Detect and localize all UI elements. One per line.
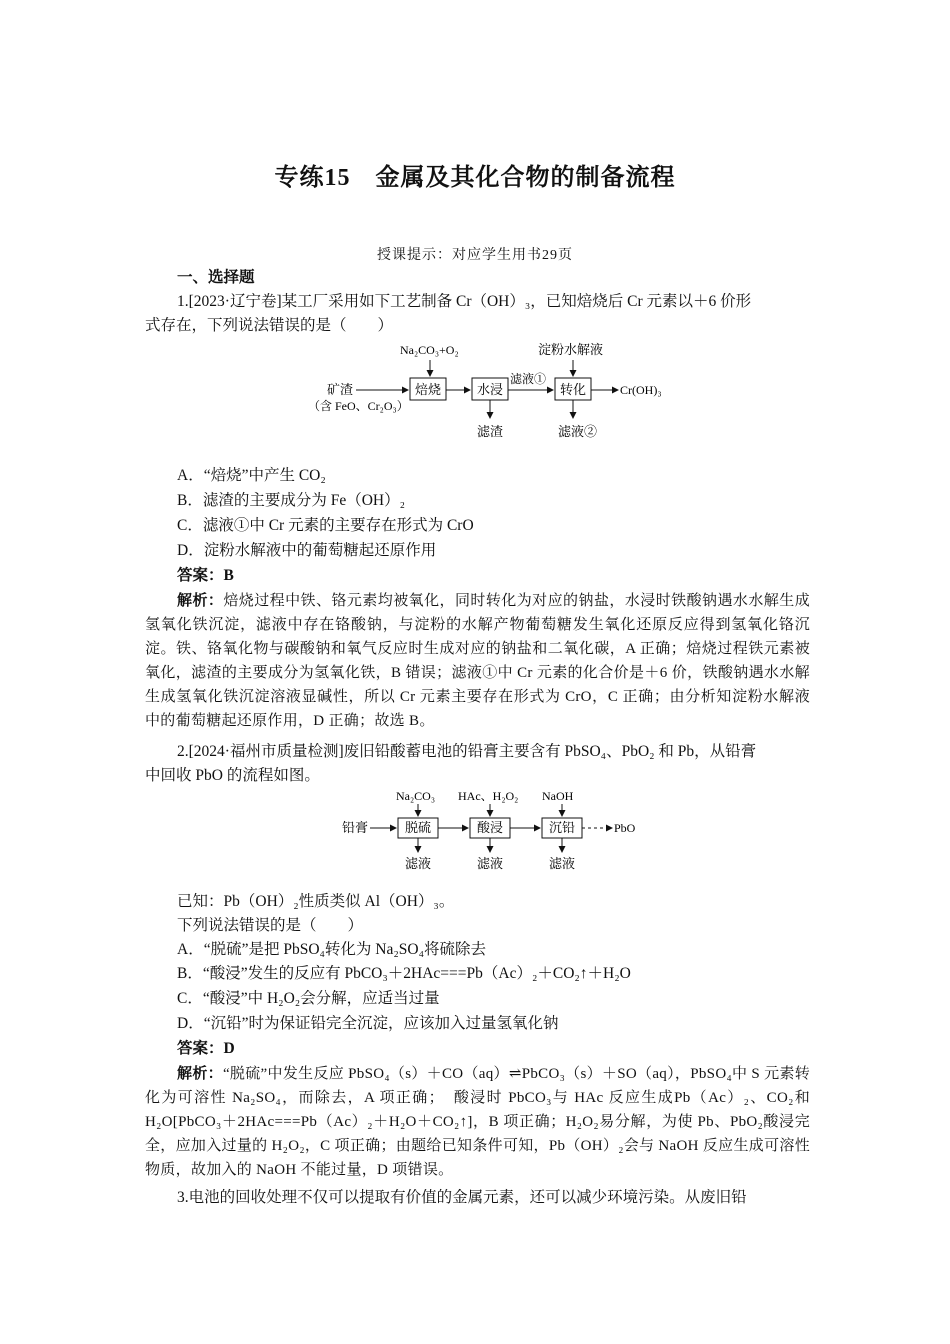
q2-step-desulfur: 脱硫 bbox=[405, 820, 432, 835]
q2-flow-diagram bbox=[330, 786, 660, 874]
q2-feed-label: 铅膏 bbox=[342, 820, 369, 835]
q1-option-c: C．滤液①中 Cr 元素的主要存在形式为 CrO bbox=[177, 517, 474, 534]
q1-product: Cr(OH)₃ bbox=[620, 383, 662, 397]
q2-stem-line1: 2.[2024·福州市质量检测]废旧铅酸蓄电池的铅膏主要含有 PbSO₄、PbO₂ 和 Pb，从铅膏 bbox=[177, 743, 757, 760]
q2-analysis bbox=[145, 1062, 810, 1182]
q1-option-a: A．“焙烧”中产生 CO₂ bbox=[177, 467, 326, 484]
q1-residue: 滤渣 bbox=[477, 424, 504, 439]
q1-step-leach: 水浸 bbox=[477, 382, 504, 397]
q2-reagent-2: HAc、H₂O₂ bbox=[458, 789, 519, 803]
q1-stem-line2: 式存在，下列说法错误的是（ ） bbox=[145, 317, 394, 334]
q1-option-b: B．滤渣的主要成分为 Fe（OH）₂ bbox=[177, 492, 406, 509]
q2-option-d: D．“沉铅”时为保证铅完全沉淀，应该加入过量氢氧化钠 bbox=[177, 1015, 559, 1032]
q1-feed-label: 矿渣 bbox=[327, 382, 354, 397]
q1-step-roast: 焙烧 bbox=[415, 382, 442, 397]
q1-analysis-text: 焙烧过程中铁、铬元素均被氧化，同时转化为对应的钠盐，水浸时铁酸钠遇水水解生成氢氧化铁沉淀，滤液中存在铬酸钠，与淀粉的水解产物葡萄糖发生氧化还原反应得到氢氧化铬沉淀。铁、铬氧化物与碳酸钠和氧气反应时生成对应的钠盐和二氧化碳，A 正确；焙烧过程铁元素被氧化，滤渣的主要成分为氢氧化铁，B 错误；滤液①中 Cr 元素的化合价是＋6 价，铁酸钠遇水水解生成氢氧化铁沉淀溶液显碱性，所以 Cr 元素主要存在形式为 CrO，C 正确；由分析知淀粉水解液中的葡萄糖起还原作用，D 正确；故选 B。 bbox=[145, 593, 810, 729]
q2-reagent-3: NaOH bbox=[542, 789, 574, 803]
q1-feed-note: （含 FeO、Cr₂O₃） bbox=[308, 399, 409, 413]
q3-stem-line1: 3.电池的回收处理不仅可以提取有价值的金属元素，还可以减少环境污染。从废旧铅 bbox=[177, 1189, 747, 1206]
textbook-hint: 授课提示：对应学生用书29页 bbox=[377, 248, 573, 263]
q2-stem-line2: 中回收 PbO 的流程如图。 bbox=[145, 767, 320, 784]
q2-option-c: C．“酸浸”中 H₂O₂会分解，应适当过量 bbox=[177, 990, 440, 1007]
q2-option-a: A．“脱硫”是把 PbSO₄转化为 Na₂SO₄将硫除去 bbox=[177, 941, 486, 958]
q2-known: 已知：Pb（OH）₂性质类似 Al（OH）₃。 bbox=[177, 893, 455, 910]
q2-answer: 答案：D bbox=[177, 1040, 235, 1057]
q2-reagent-1: Na₂CO₃ bbox=[396, 789, 436, 803]
q1-answer: 答案：B bbox=[177, 567, 234, 584]
q1-stem-line1: 1.[2023·辽宁卷]某工厂采用如下工艺制备 Cr（OH）₃，已知焙烧后 Cr 元素以＋6 价形 bbox=[177, 293, 752, 310]
q2-analysis-text: “脱硫”中发生反应 PbSO₄（s）＋CO（aq）⇌PbCO₃（s）＋SO（aq），PbSO₄中 S 元素转化为可溶性 Na₂SO₄，而除去，A 项正确； 酸浸时 PbCO₃与 HAc 反应生成Pb（Ac）₂、CO₂和 H₂O[PbCO₃＋2HAc===Pb（Ac）₂＋H₂O＋CO₂↑]，B 项正确；H₂O₂易分解，为使 Pb、PbO₂酸浸完全，应加入过量的 H₂O₂，C 项正确；由题给已知条件可知，Pb（OH）₂会与 NaOH 反应生成可溶性物质，故加入的 NaOH 不能过量，D 项错误。 bbox=[145, 1066, 810, 1178]
q1-step-convert: 转化 bbox=[560, 382, 587, 397]
q2-step-precip: 沉铅 bbox=[549, 820, 576, 835]
q2-product: PbO bbox=[614, 821, 636, 835]
q1-filtrate-2: 滤液② bbox=[558, 424, 598, 439]
q1-reagent-1: Na₂CO₃+O₂ bbox=[400, 343, 459, 357]
q2-out-1: 滤液 bbox=[405, 856, 432, 871]
section-heading: 一、选择题 bbox=[177, 269, 255, 286]
q2-analysis-label: 解析： bbox=[177, 1066, 223, 1082]
q2-out-2: 滤液 bbox=[477, 856, 504, 871]
q1-analysis-label: 解析： bbox=[177, 593, 224, 609]
q2-ask: 下列说法错误的是（ ） bbox=[177, 917, 364, 934]
q1-option-d: D．淀粉水解液中的葡萄糖起还原作用 bbox=[177, 542, 437, 559]
q2-step-acid: 酸浸 bbox=[477, 820, 504, 835]
q1-filtrate-1: 滤液① bbox=[510, 372, 547, 386]
q1-reagent-2: 淀粉水解液 bbox=[538, 342, 604, 357]
page-title: 专练15 金属及其化合物的制备流程 bbox=[274, 165, 676, 191]
q2-out-3: 滤液 bbox=[549, 856, 576, 871]
q1-flow-diagram bbox=[300, 338, 700, 446]
q2-option-b: B．“酸浸”发生的反应有 PbCO₃＋2HAc===Pb（Ac）₂＋CO₂↑＋H₂O bbox=[177, 965, 631, 982]
q1-analysis bbox=[145, 589, 810, 733]
